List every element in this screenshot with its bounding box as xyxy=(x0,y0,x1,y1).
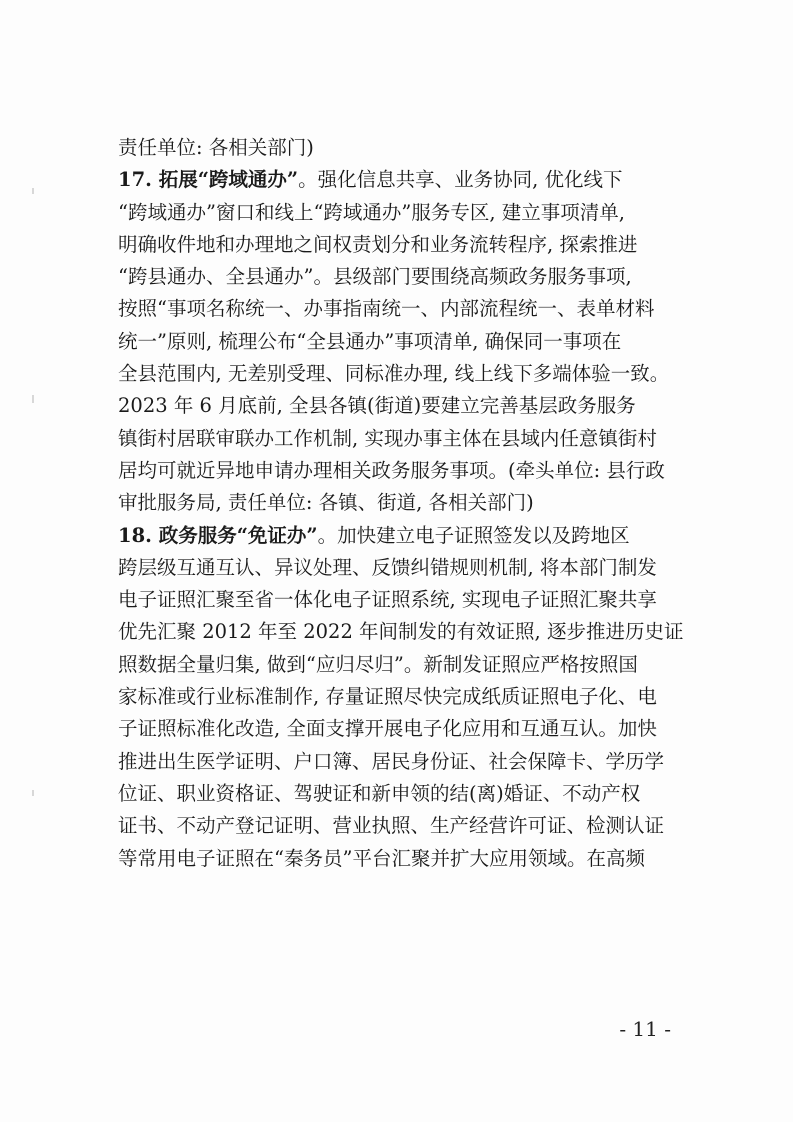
text-line xyxy=(118,843,690,875)
text-segment: 按照“事项名称统一、办事指南统一、内部流程统一、表单材料 xyxy=(118,297,655,321)
text-segment: 证书、不动产登记证明、营业执照、生产经营许可证、检测认证 xyxy=(118,814,665,838)
text-line xyxy=(118,261,690,293)
scan-margin-mark xyxy=(32,790,34,796)
text-line xyxy=(118,229,690,261)
text-line xyxy=(118,326,690,358)
text-segment: 优先汇聚 2012 年至 2022 年间制发的有效证照, 逐步推进历史证 xyxy=(118,620,684,644)
text-line xyxy=(118,520,690,552)
text-segment: 位证、职业资格证、驾驶证和新申领的结(离)婚证、不动产权 xyxy=(118,781,641,805)
text-segment: 推进出生医学证明、户口簿、居民身份证、社会保障卡、学历学 xyxy=(118,749,665,773)
text-line xyxy=(118,455,690,487)
text-line xyxy=(118,197,690,229)
document-body xyxy=(118,132,690,875)
text-segment: 家标准或行业标准制作, 存量证照尽快完成纸质证照电子化、电 xyxy=(118,685,657,709)
text-line xyxy=(118,584,690,616)
text-line xyxy=(118,713,690,745)
text-line xyxy=(118,390,690,422)
scan-margin-mark xyxy=(32,395,34,403)
text-segment: 等常用电子证照在“秦务员”平台汇聚并扩大应用领域。在高频 xyxy=(118,846,645,870)
text-segment: 责任单位: 各相关部门) xyxy=(118,136,314,159)
text-line xyxy=(118,423,690,455)
text-segment: 明确收件地和办理地之间权责划分和业务流转程序, 探索推进 xyxy=(118,232,638,256)
text-segment: 跨层级互通互认、异议处理、反馈纠错规则机制, 将本部门制发 xyxy=(118,555,657,579)
text-line xyxy=(118,132,690,164)
text-line xyxy=(118,164,690,196)
text-line xyxy=(118,810,690,842)
text-segment: 镇街村居联审联办工作机制, 实现办事主体在县域内任意镇街村 xyxy=(118,426,657,450)
text-segment: 照数据全量归集, 做到“应归尽归”。新制发证照应严格按照国 xyxy=(118,652,638,676)
text-segment: 审批服务局, 责任单位: 各镇、街道, 各相关部门) xyxy=(118,491,534,515)
text-line xyxy=(118,746,690,778)
text-line xyxy=(118,358,690,390)
text-line xyxy=(118,552,690,584)
text-segment: 居均可就近异地申请办理相关政务服务事项。(牵头单位: 县行政 xyxy=(118,458,665,482)
text-line xyxy=(118,487,690,519)
text-segment: 2023 年 6 月底前, 全县各镇(街道)要建立完善基层政务服务 xyxy=(118,394,636,418)
text-segment: “跨县通办、全县通办”。县级部门要围绕高频政务服务事项, xyxy=(118,265,632,289)
text-segment: 全县范围内, 无差别受理、同标准办理, 线上线下多端体验一致。 xyxy=(118,362,670,386)
text-segment: 子证照标准化改造, 全面支撑开展电子化应用和互通互认。加快 xyxy=(118,717,657,741)
section-heading: 18. 政务服务“免证办” xyxy=(118,523,318,547)
text-line xyxy=(118,616,690,648)
text-segment: 。加快建立电子证照签发以及跨地区 xyxy=(317,523,630,547)
text-segment: 电子证照汇聚至省一体化电子证照系统, 实现电子证照汇聚共享 xyxy=(118,588,657,612)
text-line xyxy=(118,649,690,681)
page-number: - 11 - xyxy=(619,1017,671,1041)
scan-margin-mark xyxy=(32,188,34,194)
text-line xyxy=(118,681,690,713)
text-segment: 。强化信息共享、业务协同, 优化线下 xyxy=(298,168,623,192)
section-heading: 17. 拓展“跨域通办” xyxy=(118,168,299,192)
text-segment: “跨域通办”窗口和线上“跨域通办”服务专区, 建立事项清单, xyxy=(118,200,625,224)
text-segment: 统一”原则, 梳理公布“全县通办”事项清单, 确保同一事项在 xyxy=(118,329,622,353)
text-line xyxy=(118,293,690,325)
text-line xyxy=(118,778,690,810)
